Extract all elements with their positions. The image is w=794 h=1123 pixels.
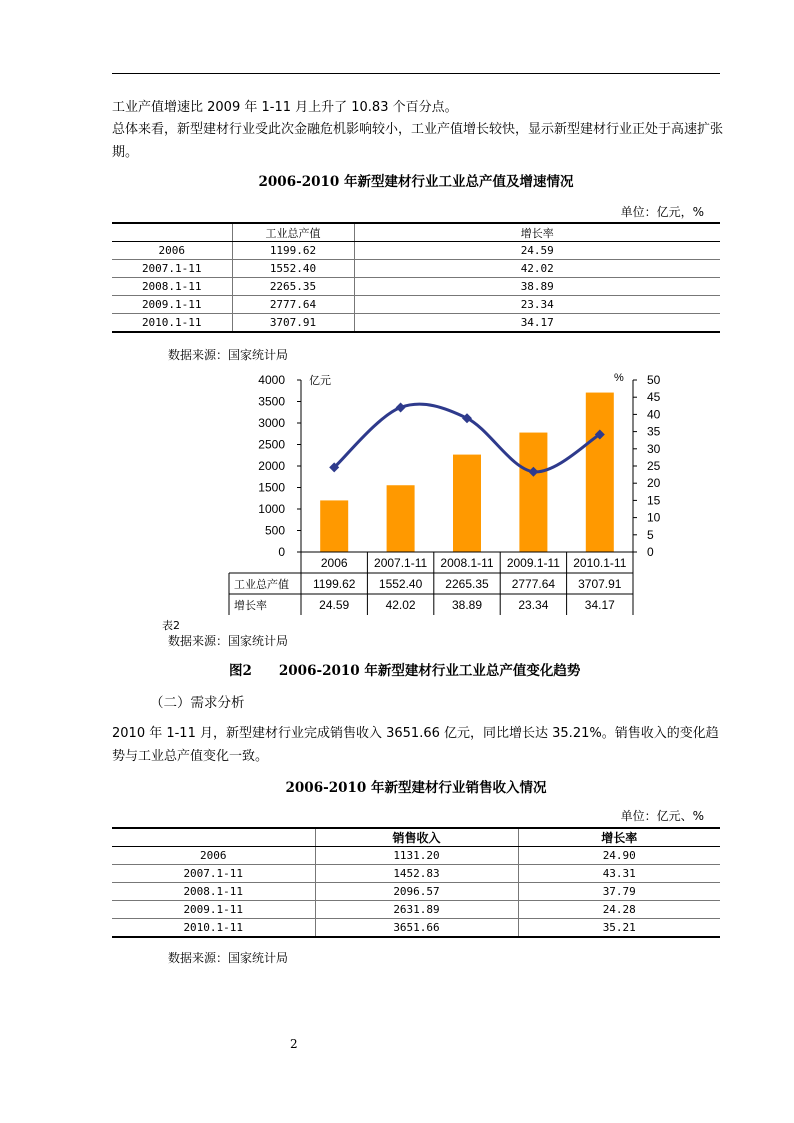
data-label: 34.17 xyxy=(584,598,615,612)
table-cell: 1452.83 xyxy=(315,865,518,883)
series-name: 工业总产值 xyxy=(234,579,289,591)
right-axis-tick-label: 20 xyxy=(647,476,661,491)
data-label: 38.89 xyxy=(451,598,483,612)
right-axis-tick-label: 0 xyxy=(647,545,654,559)
data-label: 2777.64 xyxy=(511,577,556,591)
output-growth-chart xyxy=(229,368,661,614)
intro-line-1: 工业产值增速比 2009 年 1-11 月上升了 10.83 个百分点。 xyxy=(112,100,458,115)
bar xyxy=(387,485,415,552)
data-label: 2265.35 xyxy=(445,577,489,591)
right-axis-tick-label: 25 xyxy=(647,459,661,473)
table-cell: 37.79 xyxy=(518,883,720,901)
category-label: 2006 xyxy=(320,556,348,570)
table-cell: 2010.1-11 xyxy=(112,314,232,333)
table-cell: 1199.62 xyxy=(232,242,354,260)
table-cell: 3651.66 xyxy=(315,919,518,938)
table-cell: 1552.40 xyxy=(232,260,354,278)
table-cell: 2006 xyxy=(112,242,232,260)
right-axis-label: % xyxy=(614,372,624,384)
left-axis-tick-label: 3500 xyxy=(258,394,285,409)
chart-data-table xyxy=(229,552,633,615)
series-name: 增长率 xyxy=(234,600,267,612)
table-row xyxy=(112,847,720,865)
table-cell: 24.59 xyxy=(354,242,720,260)
right-axis-tick-label: 5 xyxy=(647,527,654,542)
table-cell: 24.28 xyxy=(518,901,720,919)
page-number: 2 xyxy=(290,1037,298,1051)
table-cell: 23.34 xyxy=(354,296,720,314)
left-axis-label: 亿元 xyxy=(309,375,331,387)
left-axis-tick-label: 2000 xyxy=(258,459,285,473)
table-row xyxy=(112,314,720,333)
table-header-cell xyxy=(112,828,315,847)
chart-table-label: 表2 xyxy=(162,619,180,632)
figure-caption: 图2 2006-2010 年新型建材行业工业总产值变化趋势 xyxy=(229,663,581,679)
table-header-cell: 增长率 xyxy=(518,828,720,847)
left-axis-tick-label: 2500 xyxy=(258,437,285,452)
data-label: 42.02 xyxy=(385,598,416,612)
table-cell: 2631.89 xyxy=(315,901,518,919)
table-cell: 2007.1-11 xyxy=(112,865,315,883)
table-cell: 2008.1-11 xyxy=(112,883,315,901)
table-cell: 2006 xyxy=(112,847,315,865)
table-cell: 2777.64 xyxy=(232,296,354,314)
table-header-cell: 销售收入 xyxy=(315,828,518,847)
table1-unit: 单位：亿元，% xyxy=(620,205,704,219)
table-row xyxy=(112,260,720,278)
table2 xyxy=(112,827,720,938)
category-label: 2009.1-11 xyxy=(506,556,560,570)
table2-title: 2006-2010 年新型建材行业销售收入情况 xyxy=(285,780,547,796)
right-axis-tick-label: 35 xyxy=(647,424,661,439)
data-label: 1199.62 xyxy=(312,577,356,591)
right-axis-tick-label: 45 xyxy=(647,390,661,405)
left-axis-tick-label: 1500 xyxy=(258,480,285,495)
table-cell: 2010.1-11 xyxy=(112,919,315,938)
table-cell: 24.90 xyxy=(518,847,720,865)
table1-title: 2006-2010 年新型建材行业工业总产值及增速情况 xyxy=(258,174,574,190)
table-cell: 2007.1-11 xyxy=(112,260,232,278)
table-row xyxy=(112,278,720,296)
line-point xyxy=(396,402,406,412)
table-row xyxy=(112,865,720,883)
right-axis-tick-label: 15 xyxy=(647,493,661,508)
right-axis xyxy=(633,373,661,559)
data-label: 3707.91 xyxy=(578,577,622,591)
left-axis-tick-label: 0 xyxy=(278,545,285,559)
table-cell: 43.31 xyxy=(518,865,720,883)
table-row xyxy=(112,883,720,901)
bar xyxy=(519,433,547,552)
table-row xyxy=(112,901,720,919)
table-cell: 42.02 xyxy=(354,260,720,278)
bar xyxy=(320,500,348,552)
table-cell: 2096.57 xyxy=(315,883,518,901)
table-header-row xyxy=(112,828,720,847)
table-cell: 35.21 xyxy=(518,919,720,938)
header-rule xyxy=(112,73,720,74)
table-header-row xyxy=(112,223,720,242)
table-cell: 1131.20 xyxy=(315,847,518,865)
table-row xyxy=(112,296,720,314)
table1 xyxy=(112,222,720,333)
table-cell: 3707.91 xyxy=(232,314,354,333)
data-label: 23.34 xyxy=(518,598,549,612)
left-axis xyxy=(258,373,301,559)
left-axis-tick-label: 3000 xyxy=(258,416,285,430)
right-axis-tick-label: 10 xyxy=(647,510,661,525)
table-row xyxy=(112,242,720,260)
table-cell: 2008.1-11 xyxy=(112,278,232,296)
table1-source: 数据来源：国家统计局 xyxy=(168,348,289,362)
table-cell: 38.89 xyxy=(354,278,720,296)
bar xyxy=(586,393,614,552)
category-label: 2007.1-11 xyxy=(374,556,428,570)
table-header-cell xyxy=(112,223,232,242)
section-paragraph: 2010 年 1-11 月，新型建材行业完成销售收入 3651.66 亿元，同比增长达 35.21%。销售收入的变化趋势与工业总产值变化一致。 xyxy=(112,726,719,764)
section-heading: （二）需求分析 xyxy=(150,695,245,711)
left-axis-tick-label: 500 xyxy=(264,523,285,538)
data-label: 24.59 xyxy=(319,598,350,612)
table-cell: 2009.1-11 xyxy=(112,296,232,314)
table-cell: 2009.1-11 xyxy=(112,901,315,919)
category-label: 2008.1-11 xyxy=(440,556,494,570)
table2-source: 数据来源：国家统计局 xyxy=(168,951,289,965)
bar xyxy=(453,455,481,552)
right-axis-tick-label: 40 xyxy=(647,407,661,422)
left-axis-tick-label: 4000 xyxy=(258,373,285,387)
intro-paragraph: 总体来看，新型建材行业受此次金融危机影响较小，工业产值增长较快，显示新型建材行业正处于高速扩张期。 xyxy=(112,122,724,160)
table-header-cell: 工业总产值 xyxy=(232,223,354,242)
data-label: 1552.40 xyxy=(378,577,423,591)
right-axis-tick-label: 30 xyxy=(647,441,661,456)
table-cell: 34.17 xyxy=(354,314,720,333)
chart-source: 数据来源：国家统计局 xyxy=(168,634,289,648)
table-row xyxy=(112,919,720,938)
table-header-cell: 增长率 xyxy=(354,223,720,242)
left-axis-tick-label: 1000 xyxy=(258,502,285,516)
table2-unit: 单位：亿元、% xyxy=(620,809,704,823)
table-cell: 2265.35 xyxy=(232,278,354,296)
right-axis-tick-label: 50 xyxy=(647,373,661,387)
category-label: 2010.1-11 xyxy=(573,556,627,570)
